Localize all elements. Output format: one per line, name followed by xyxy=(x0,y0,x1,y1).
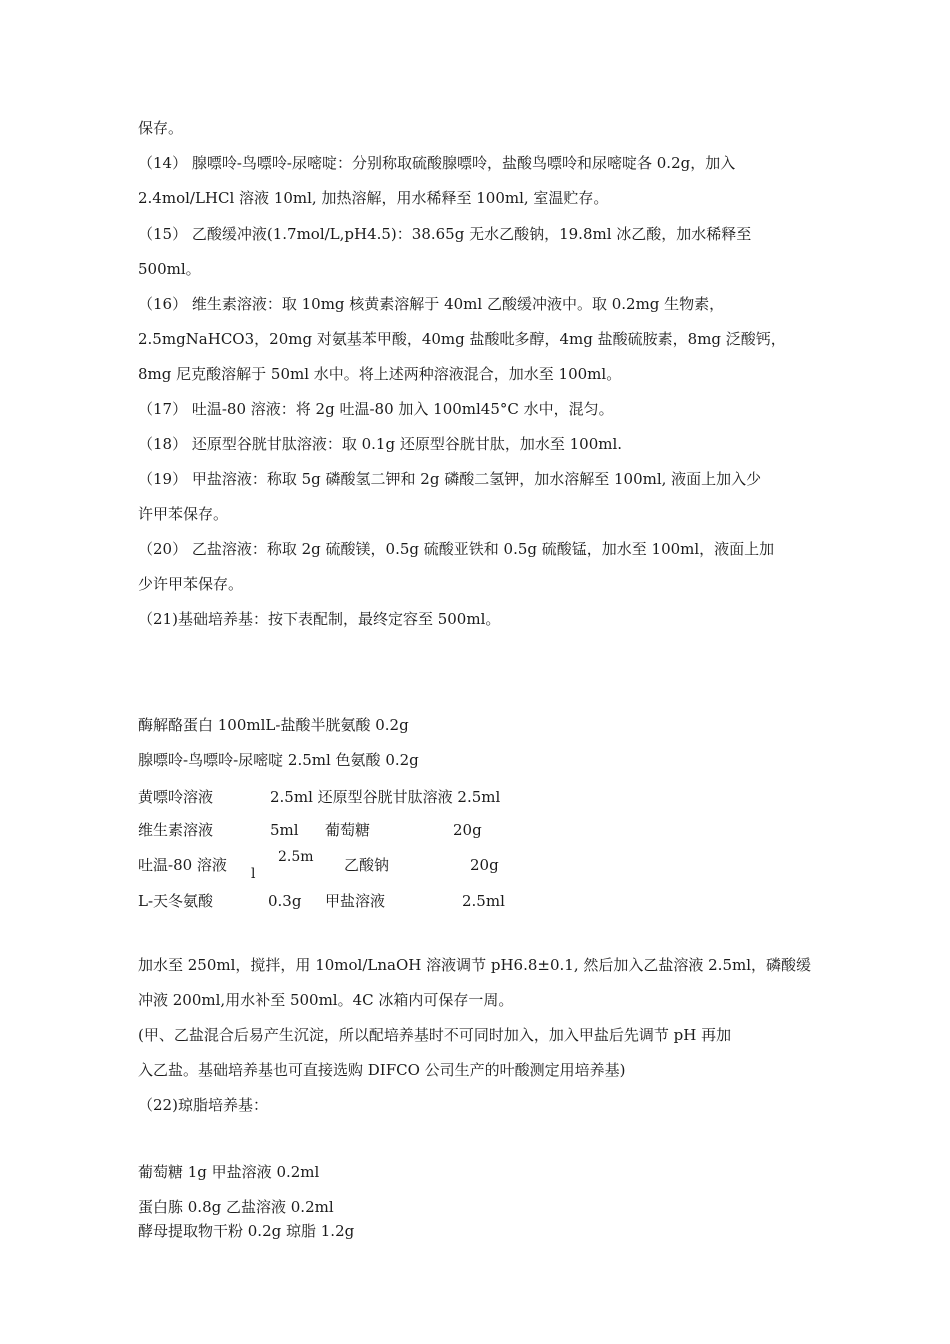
table-cell: 20g xyxy=(470,856,499,874)
paragraph-line: （14） 腺嘌呤-鸟嘌呤-尿嘧啶：分别称取硫酸腺嘌呤，盐酸鸟嘌呤和尿嘧啶各 0.2g，加入 xyxy=(138,154,736,172)
table-cell: 吐温-80 溶液 xyxy=(138,856,227,874)
table-cell: 2.5ml xyxy=(462,892,505,910)
table-row: 蛋白胨 0.8g 乙盐溶液 0.2ml xyxy=(138,1198,334,1216)
paragraph-line: 冲液 200ml,用水补至 500ml。4C 冰箱内可保存一周。 xyxy=(138,991,514,1009)
paragraph-line: （22)琼脂培养基： xyxy=(138,1096,268,1114)
table-cell: l xyxy=(251,866,256,882)
paragraph-line: 少许甲苯保存。 xyxy=(138,575,244,593)
paragraph-line: 8mg 尼克酸溶解于 50ml 水中。将上述两种溶液混合，加水至 100ml。 xyxy=(138,365,622,383)
paragraph-line: （19） 甲盐溶液：称取 5g 磷酸氢二钾和 2g 磷酸二氢钾，加水溶解至 100ml, 液面上加入少 xyxy=(138,470,762,488)
paragraph-line: 入乙盐。基础培养基也可直接选购 DIFCO 公司生产的叶酸测定用培养基) xyxy=(138,1061,626,1079)
paragraph-line: （15） 乙酸缓冲液(1.7mol/L,pH4.5)：38.65g 无水乙酸钠，19.8ml 冰乙酸，加水稀释至 xyxy=(138,225,752,243)
table-row: 酵母提取物干粉 0.2g 琼脂 1.2g xyxy=(138,1222,355,1240)
paragraph-line: （21)基础培养基：按下表配制，最终定容至 500ml。 xyxy=(138,610,501,628)
paragraph-line: 加水至 250ml，搅拌，用 10mol/LnaOH 溶液调节 pH6.8±0.1, 然后加入乙盐溶液 2.5ml，磷酸缓 xyxy=(138,956,812,974)
table-cell: 0.3g xyxy=(268,892,302,910)
paragraph-line: 2.5mgNaHCO3，20mg 对氨基苯甲酸，40mg 盐酸吡多醇，4mg 盐酸硫胺素，8mg 泛酸钙， xyxy=(138,330,786,348)
paragraph-line: 2.4mol/LHCl 溶液 10ml, 加热溶解，用水稀释至 100ml, 室温贮存。 xyxy=(138,189,609,207)
paragraph-line: 许甲苯保存。 xyxy=(138,505,229,523)
table-cell: 葡萄糖 xyxy=(325,821,371,839)
paragraph-line: （16） 维生素溶液：取 10mg 核黄素溶解于 40ml 乙酸缓冲液中。取 0.2mg 生物素， xyxy=(138,295,725,313)
paragraph-line: 500ml。 xyxy=(138,260,201,278)
table-cell: 20g xyxy=(453,821,482,839)
table-cell: 乙酸钠 xyxy=(344,856,390,874)
paragraph-line: （18） 还原型谷胱甘肽溶液：取 0.1g 还原型谷胱甘肽，加水至 100ml. xyxy=(138,435,623,453)
paragraph-line: （17） 吐温-80 溶液：将 2g 吐温-80 加入 100ml45°C 水中，混匀。 xyxy=(138,400,614,418)
table-cell: 5ml xyxy=(270,821,299,839)
table-cell: L-天冬氨酸 xyxy=(138,892,214,910)
table-cell: 2.5ml 还原型谷胱甘肽溶液 2.5ml xyxy=(270,788,501,806)
paragraph-line: 保存。 xyxy=(138,119,184,137)
table-cell: 黄嘌呤溶液 xyxy=(138,788,214,806)
paragraph-line: （20） 乙盐溶液：称取 2g 硫酸镁，0.5g 硫酸亚铁和 0.5g 硫酸锰，加水至 100ml，液面上加 xyxy=(138,540,775,558)
paragraph-line: (甲、乙盐混合后易产生沉淀，所以配培养基时不可同时加入，加入甲盐后先调节 pH 再加 xyxy=(138,1026,732,1044)
table-cell: 维生素溶液 xyxy=(138,821,214,839)
table-cell: 甲盐溶液 xyxy=(325,892,386,910)
table-row: 酶解酪蛋白 100mlL-盐酸半胱氨酸 0.2g xyxy=(138,716,409,734)
table-cell: 2.5m xyxy=(278,849,314,865)
table-row: 腺嘌呤-鸟嘌呤-尿嘧啶 2.5ml 色氨酸 0.2g xyxy=(138,751,419,769)
table-row: 葡萄糖 1g 甲盐溶液 0.2ml xyxy=(138,1163,320,1181)
